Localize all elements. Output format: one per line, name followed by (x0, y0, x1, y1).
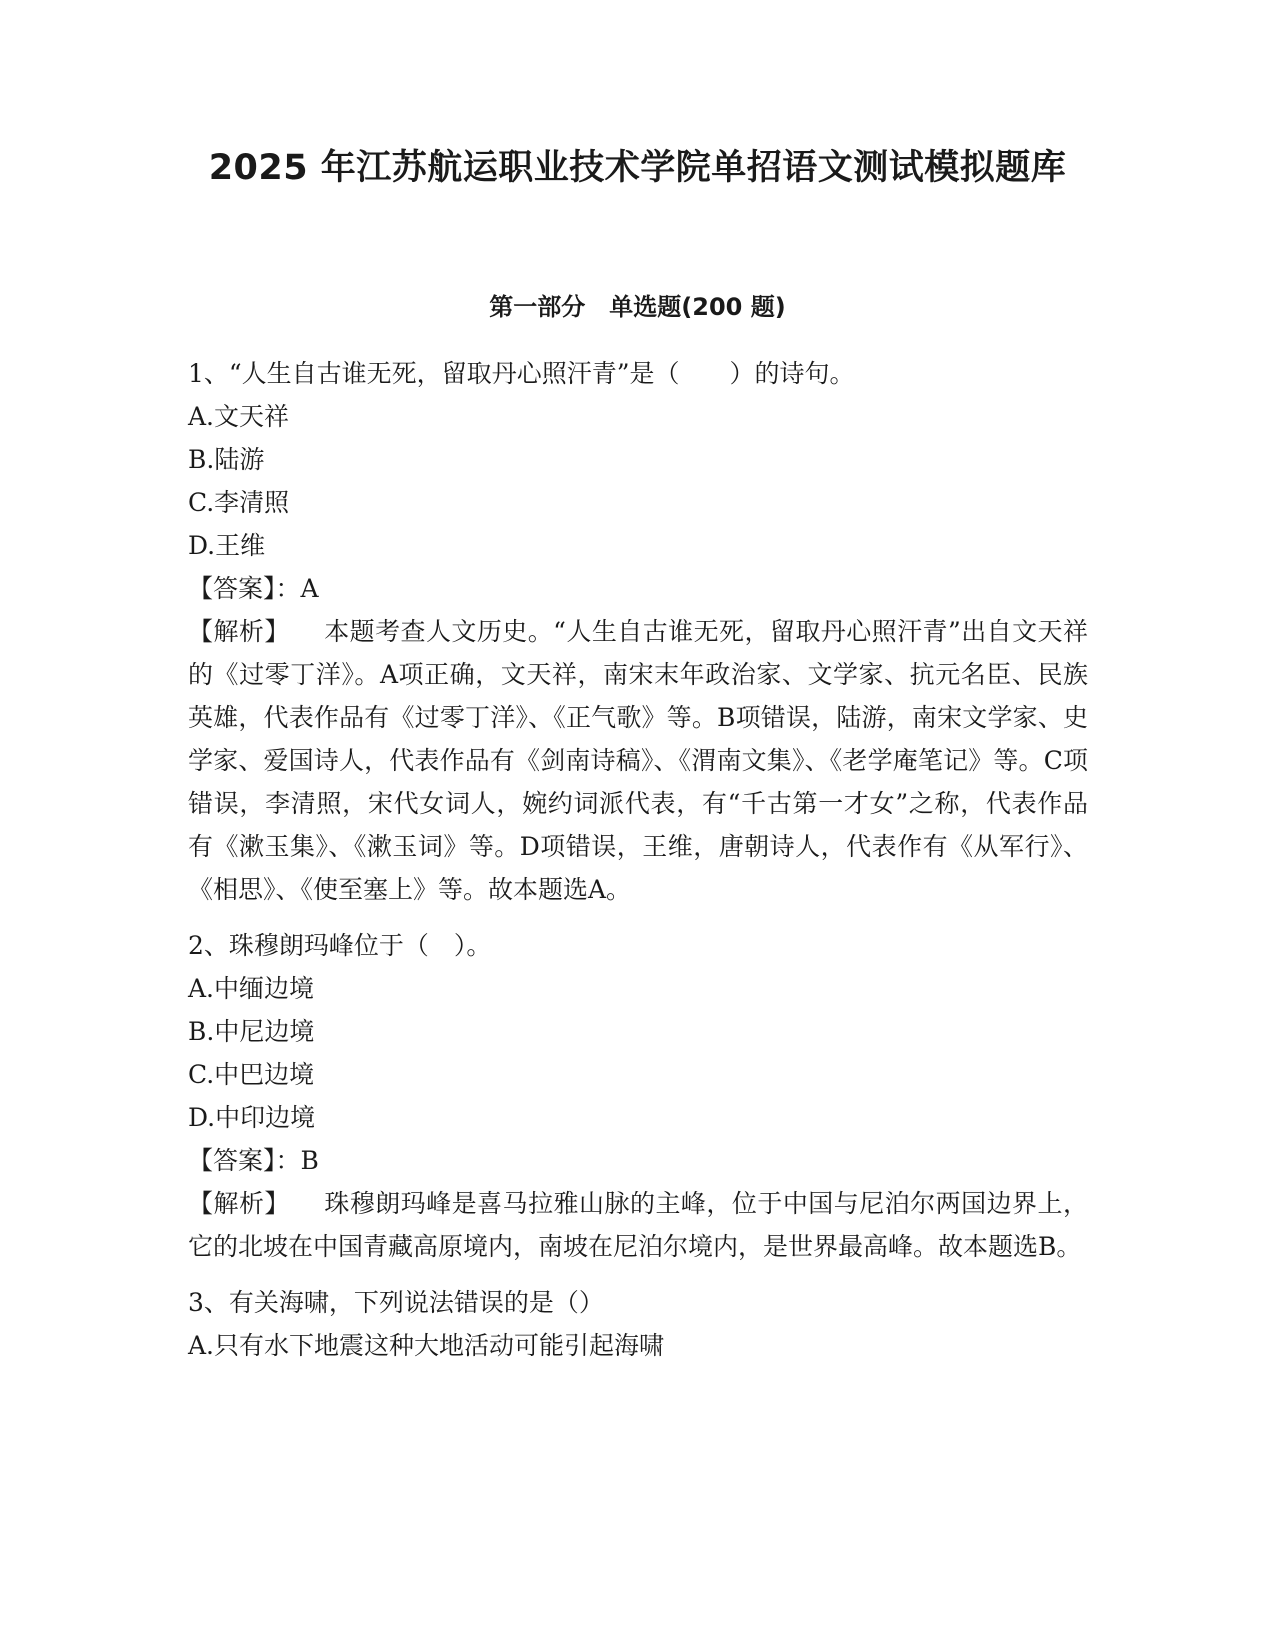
analysis-label: 【解析】 (188, 1189, 290, 1218)
option-a: A.只有水下地震这种大地活动可能引起海啸 (188, 1331, 665, 1360)
question-1 (188, 352, 1088, 911)
question-list (188, 352, 1088, 1367)
option-b: B.中尼边境 (188, 1017, 315, 1046)
option-a: A.文天祥 (188, 402, 290, 431)
answer-value: B (300, 1146, 319, 1175)
analysis-label: 【解析】 (188, 617, 290, 646)
option-c: C.中巴边境 (188, 1060, 315, 1089)
question-2 (188, 924, 1088, 1268)
answer-label: 【答案】： (188, 1146, 301, 1175)
answer-line (188, 567, 1088, 610)
question-3 (188, 1281, 1088, 1367)
answer-label: 【答案】： (188, 574, 301, 603)
question-stem: 3、有关海啸，下列说法错误的是（） (188, 1288, 604, 1317)
analysis-text: 本题考查人文历史。“人生自古谁无死，留取丹心照汗青”出自文天祥的《过零丁洋》。A项正确，文天祥，南宋末年政治家、文学家、抗元名臣、民族英雄，代表作品有《过零丁洋》、《正气歌》等。B项错误，陆游，南宋文学家、史学家、爱国诗人，代表作品有《剑南诗稿》、《渭南文集》、《老学庵笔记》等。C项错误，李清照，宋代女词人，婉约词派代表，有“千古第一才女”之称，代表作品有《漱玉集》、《漱玉词》等。D项错误，王维，唐朝诗人，代表作有《从军行》、《相思》、《使至塞上》等。故本题选A。 (188, 617, 1088, 904)
answer-value: A (300, 574, 319, 603)
document-title: 2025 年江苏航运职业技术学院单招语文测试模拟题库 (208, 148, 1067, 188)
option-d: D.中印边境 (188, 1103, 316, 1132)
option-a: A.中缅边境 (188, 974, 315, 1003)
section-title: 第一部分 单选题(200 题) (489, 293, 786, 321)
analysis-paragraph (188, 610, 1088, 911)
analysis-text: 珠穆朗玛峰是喜马拉雅山脉的主峰，位于中国与尼泊尔两国边界上，它的北坡在中国青藏高原境内，南坡在尼泊尔境内，是世界最高峰。故本题选B。 (188, 1189, 1088, 1261)
option-c: C.李清照 (188, 488, 290, 517)
analysis-paragraph (188, 1182, 1088, 1268)
question-stem: 2、珠穆朗玛峰位于（ ）。 (188, 931, 492, 960)
answer-line (188, 1139, 1088, 1182)
option-b: B.陆游 (188, 445, 265, 474)
question-stem: 1、“人生自古谁无死，留取丹心照汗青”是（ ）的诗句。 (188, 359, 855, 388)
option-d: D.王维 (188, 531, 266, 560)
